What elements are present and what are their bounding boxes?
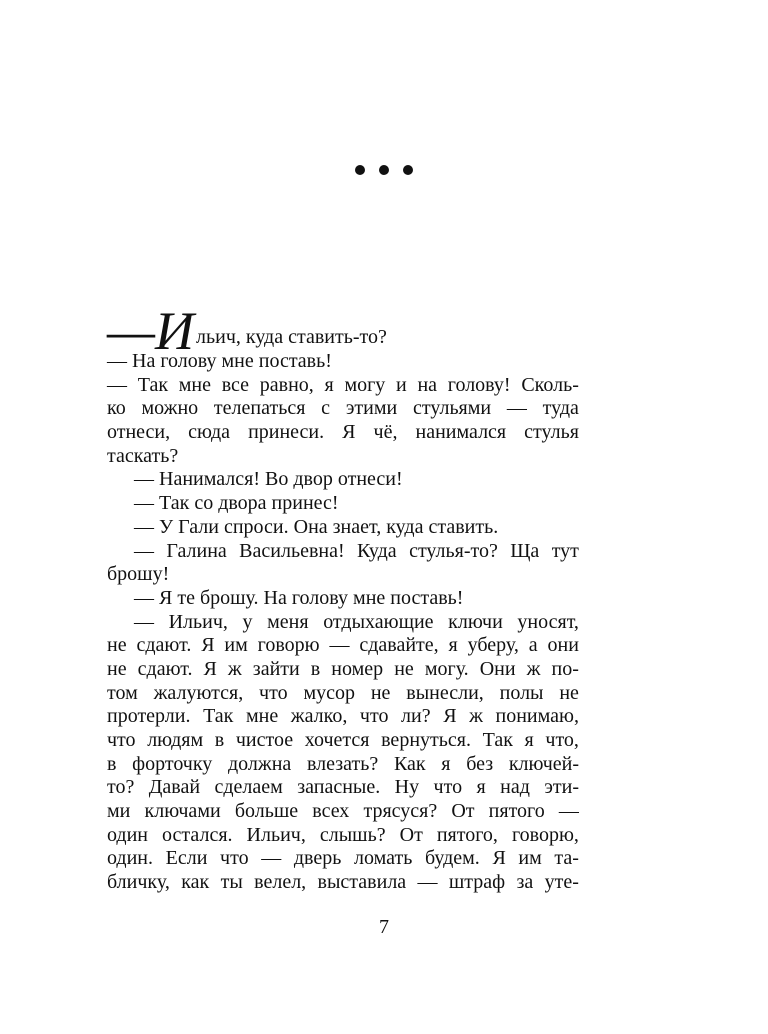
word: — [261,847,282,870]
word: на [417,373,438,396]
text-line: — Нанимался! Во двор отнеси! [134,468,403,491]
text-line [107,658,579,682]
word: сдают. [137,657,193,680]
word: я [441,752,451,775]
word: Я [201,634,215,657]
word: запасные. [297,776,381,799]
word: не [107,634,127,657]
word: хочется [304,729,370,751]
word: что [259,681,288,704]
word: стулья-то? [409,539,498,562]
word: отдыхающие [323,610,434,633]
text-line [107,871,579,895]
word: Ща [510,539,540,562]
word: понимаю, [495,705,579,728]
word: ключами [144,800,221,823]
word: могу. [424,657,469,680]
word: в [214,729,225,751]
word: стульями [412,397,492,420]
word: голову! [447,373,511,396]
text-line [107,611,579,635]
word: тут [551,539,579,562]
word: что [359,705,389,728]
page-number: 7 [379,916,389,938]
word: полы [499,681,544,704]
word: ли? [401,705,431,728]
word: протерли. [107,705,191,728]
section-break-ornament [0,160,768,180]
word: сюда [188,421,231,444]
word: Так [203,705,234,728]
word: Ну [394,776,420,799]
word: Ильич, [246,823,306,846]
word: им [224,634,248,657]
word: говорю, [511,823,579,846]
word: над [500,776,530,799]
first-line-text: льич, куда ставить-то? [196,326,387,349]
word: Галина [166,539,227,562]
word: Как [393,752,426,775]
word: могу [344,373,386,396]
word: принеси. [248,421,325,444]
word: я [524,729,534,751]
word: штраф [448,871,506,894]
text-line: таскать? [107,444,179,467]
word: уносят, [517,610,579,633]
word: — [417,871,438,894]
word: им [518,847,542,870]
word: я [448,634,458,657]
word: с [321,397,331,420]
dot-icon [403,165,413,175]
text-line [107,540,579,564]
word: должна [227,752,292,775]
word: От [399,823,423,846]
word: сделаем [214,776,283,799]
word: ключи [448,610,503,633]
dot-icon [355,165,365,175]
word: пятого [488,800,545,823]
word: что [433,776,463,799]
word: они [547,634,579,657]
word: не [559,681,579,704]
word: пятого, [436,823,498,846]
word: один [107,823,149,846]
text-line: — У Гали спроси. Она знает, куда ставить. [134,515,499,538]
word: — [134,610,154,633]
text-line [107,753,579,777]
word: меня [267,610,309,633]
word: я [476,776,486,799]
word: телепаться [213,397,306,420]
word: туда [542,397,579,420]
text-line [107,634,579,658]
word: не [394,657,414,680]
word: Они [479,657,516,680]
text-line [107,421,579,445]
dot-icon [379,165,389,175]
word: стулья [524,421,579,444]
word: не [370,681,391,704]
word: влезать? [306,752,379,775]
word: Если [165,847,208,870]
word: номер [331,657,384,680]
word: — [134,539,154,562]
word: можно [141,397,199,420]
word: ты [220,871,243,894]
word: то? [107,776,135,799]
word: и [396,373,407,396]
word: будем. [424,847,480,870]
word: всех [312,800,350,823]
body-text [107,296,579,895]
word: я [324,373,334,396]
word: — [329,634,350,657]
word: Васильевна! [239,539,345,562]
word: Сколь- [521,373,579,396]
text-line [107,705,579,729]
text-line [107,729,579,753]
word: От [451,800,475,823]
word: велел, [254,871,307,894]
word: не [107,657,127,680]
text-line [107,682,579,706]
word: жалуются, [153,681,244,704]
word: Так [482,729,513,751]
word: за [516,871,534,894]
word: ж [469,705,483,728]
word: один. [107,847,154,870]
word: сдавайте, [359,634,439,657]
word: что [107,729,136,751]
word: отнеси, [107,421,171,444]
text-lines [107,350,579,895]
word: Ильич, [168,610,228,633]
word: мусор [303,681,355,704]
word: слышь? [319,823,386,846]
word: Я [342,421,356,444]
word: Я [203,657,217,680]
word: в [107,752,117,775]
text-line [107,847,579,871]
word: ко [107,397,126,420]
word: остался. [162,823,233,846]
word: что, [545,729,579,751]
word: ломать [353,847,413,870]
word: без [466,752,494,775]
text-line [107,397,579,421]
word: сдают. [136,634,192,657]
word: форточку [132,752,213,775]
word: людям [147,729,204,751]
word: — [107,373,127,396]
word: мне [245,705,279,728]
text-line: — Я те брошу. На голову мне поставь! [134,586,464,609]
word: уберу, [467,634,519,657]
word: трясуся? [363,800,438,823]
word: том [107,681,138,704]
word: а [528,634,538,657]
word: дверь [293,847,342,870]
word: та- [554,847,579,870]
word: — [558,800,579,823]
word: Куда [357,539,397,562]
word: эти- [544,776,579,799]
word: по- [551,657,579,680]
word: в [310,657,321,680]
word: что [220,847,249,870]
word: мне [178,373,211,396]
text-line [107,374,579,398]
text-line [107,776,579,800]
word: вернуться. [381,729,471,751]
word: — [506,397,527,420]
drop-cap: —И [107,301,195,361]
word: Я [443,705,457,728]
text-line: брошу! [107,563,170,586]
word: у [242,610,253,633]
word: чистое [235,729,294,751]
word: жалко, [290,705,348,728]
text-line: — На голову мне поставь! [107,350,332,372]
word: ж [227,657,242,680]
word: уте- [544,871,579,894]
word: вынесли, [406,681,484,704]
word: Давай [148,776,201,799]
word: ж [526,657,541,680]
word: нанимался [415,421,507,444]
word: больше [234,800,299,823]
word: ми [107,800,131,823]
word: все [221,373,250,396]
word: ключей- [508,752,579,775]
text-line [107,824,579,848]
word: говорю [257,634,320,657]
word: чё, [373,421,398,444]
word: зайти [252,657,300,680]
text-line [107,800,579,824]
word: Так [137,373,169,396]
word: этими [345,397,398,420]
text-line: — Так со двора принес! [134,492,339,515]
word: как [181,871,210,894]
word: равно, [259,373,314,396]
word: выставила [317,871,407,894]
word: бличку, [107,871,170,894]
word: Я [492,847,506,870]
